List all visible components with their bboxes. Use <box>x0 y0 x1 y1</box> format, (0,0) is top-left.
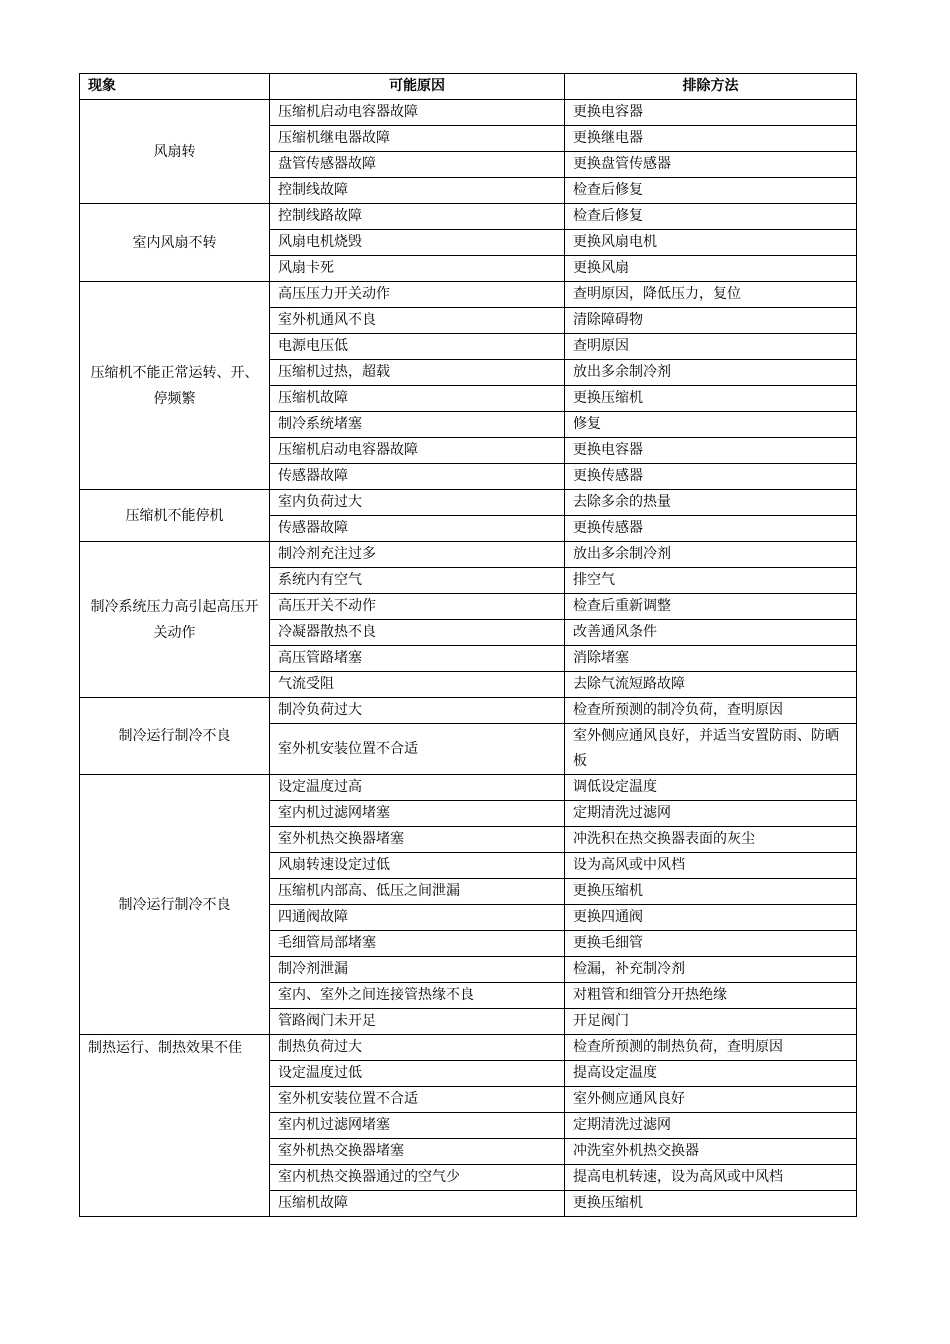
cause-cell: 风扇电机烧毁 <box>270 230 565 256</box>
symptom-cell: 制冷系统压力高引起高压开关动作 <box>80 542 270 698</box>
cause-cell: 室内负荷过大 <box>270 490 565 516</box>
cause-cell: 气流受阻 <box>270 672 565 698</box>
cause-cell: 四通阀故障 <box>270 905 565 931</box>
remedy-cell: 查明原因 <box>565 334 857 360</box>
cause-cell: 控制线路故障 <box>270 204 565 230</box>
cause-cell: 制冷剂泄漏 <box>270 957 565 983</box>
remedy-cell: 调低设定温度 <box>565 775 857 801</box>
cause-cell: 系统内有空气 <box>270 568 565 594</box>
troubleshooting-table <box>79 73 857 1217</box>
symptom-cell: 风扇转 <box>80 100 270 204</box>
header-row <box>80 74 857 100</box>
remedy-cell: 检查所预测的制热负荷，查明原因 <box>565 1035 857 1061</box>
remedy-cell: 去除气流短路故障 <box>565 672 857 698</box>
remedy-cell: 更换盘管传感器 <box>565 152 857 178</box>
cause-cell: 压缩机过热，超载 <box>270 360 565 386</box>
remedy-cell: 更换电容器 <box>565 100 857 126</box>
cause-cell: 室外机通风不良 <box>270 308 565 334</box>
table-row <box>80 490 857 516</box>
cause-cell: 盘管传感器故障 <box>270 152 565 178</box>
remedy-cell: 检漏，补充制冷剂 <box>565 957 857 983</box>
cause-cell: 高压管路堵塞 <box>270 646 565 672</box>
remedy-cell: 室外侧应通风良好 <box>565 1087 857 1113</box>
remedy-cell: 放出多余制冷剂 <box>565 542 857 568</box>
remedy-cell: 改善通风条件 <box>565 620 857 646</box>
table-body <box>80 100 857 1217</box>
cause-cell: 传感器故障 <box>270 516 565 542</box>
cause-cell: 室外机安装位置不合适 <box>270 724 565 775</box>
symptom-cell: 制冷运行制冷不良 <box>80 698 270 775</box>
symptom-cell: 压缩机不能停机 <box>80 490 270 542</box>
remedy-cell: 对粗管和细管分开热绝缘 <box>565 983 857 1009</box>
cause-cell: 风扇卡死 <box>270 256 565 282</box>
remedy-cell: 更换压缩机 <box>565 1191 857 1217</box>
cause-cell: 制冷剂充注过多 <box>270 542 565 568</box>
cause-cell: 室内机过滤网堵塞 <box>270 801 565 827</box>
remedy-cell: 更换毛细管 <box>565 931 857 957</box>
cause-cell: 传感器故障 <box>270 464 565 490</box>
cause-cell: 制热负荷过大 <box>270 1035 565 1061</box>
remedy-cell: 定期清洗过滤网 <box>565 801 857 827</box>
remedy-cell: 查明原因，降低压力，复位 <box>565 282 857 308</box>
cause-cell: 高压压力开关动作 <box>270 282 565 308</box>
table-row <box>80 698 857 724</box>
remedy-cell: 提高设定温度 <box>565 1061 857 1087</box>
cause-cell: 压缩机继电器故障 <box>270 126 565 152</box>
remedy-cell: 消除堵塞 <box>565 646 857 672</box>
cause-cell: 室内、室外之间连接管热缘不良 <box>270 983 565 1009</box>
cause-cell: 压缩机故障 <box>270 1191 565 1217</box>
remedy-cell: 冲洗室外机热交换器 <box>565 1139 857 1165</box>
remedy-cell: 更换风扇 <box>565 256 857 282</box>
remedy-cell: 检查后修复 <box>565 178 857 204</box>
table-row <box>80 775 857 801</box>
symptom-cell: 制冷运行制冷不良 <box>80 775 270 1035</box>
cause-cell: 室外机热交换器堵塞 <box>270 827 565 853</box>
remedy-cell: 去除多余的热量 <box>565 490 857 516</box>
cause-cell: 压缩机启动电容器故障 <box>270 100 565 126</box>
symptom-cell: 压缩机不能正常运转、开、停频繁 <box>80 282 270 490</box>
remedy-cell: 排空气 <box>565 568 857 594</box>
remedy-cell: 更换风扇电机 <box>565 230 857 256</box>
table-row <box>80 100 857 126</box>
remedy-cell: 更换电容器 <box>565 438 857 464</box>
remedy-cell: 提高电机转速，设为高风或中风档 <box>565 1165 857 1191</box>
cause-cell: 压缩机内部高、低压之间泄漏 <box>270 879 565 905</box>
cause-cell: 设定温度过高 <box>270 775 565 801</box>
header-cause: 可能原因 <box>270 74 565 100</box>
symptom-cell: 制热运行、制热效果不佳 <box>80 1035 270 1217</box>
remedy-cell: 更换四通阀 <box>565 905 857 931</box>
remedy-cell: 更换压缩机 <box>565 879 857 905</box>
cause-cell: 高压开关不动作 <box>270 594 565 620</box>
remedy-cell: 修复 <box>565 412 857 438</box>
cause-cell: 制冷负荷过大 <box>270 698 565 724</box>
remedy-cell: 设为高风或中风档 <box>565 853 857 879</box>
symptom-cell: 室内风扇不转 <box>80 204 270 282</box>
cause-cell: 室内机热交换器通过的空气少 <box>270 1165 565 1191</box>
cause-cell: 压缩机启动电容器故障 <box>270 438 565 464</box>
remedy-cell: 更换压缩机 <box>565 386 857 412</box>
remedy-cell: 冲洗积在热交换器表面的灰尘 <box>565 827 857 853</box>
cause-cell: 管路阀门未开足 <box>270 1009 565 1035</box>
remedy-cell: 开足阀门 <box>565 1009 857 1035</box>
remedy-cell: 清除障碍物 <box>565 308 857 334</box>
table-row <box>80 1035 857 1061</box>
cause-cell: 毛细管局部堵塞 <box>270 931 565 957</box>
remedy-cell: 检查后修复 <box>565 204 857 230</box>
cause-cell: 压缩机故障 <box>270 386 565 412</box>
cause-cell: 控制线故障 <box>270 178 565 204</box>
cause-cell: 室内机过滤网堵塞 <box>270 1113 565 1139</box>
remedy-cell: 室外侧应通风良好，并适当安置防雨、防晒板 <box>565 724 857 775</box>
cause-cell: 室外机安装位置不合适 <box>270 1087 565 1113</box>
remedy-cell: 更换传感器 <box>565 516 857 542</box>
table-row <box>80 204 857 230</box>
header-symptom: 现象 <box>80 74 270 100</box>
remedy-cell: 放出多余制冷剂 <box>565 360 857 386</box>
remedy-cell: 检查后重新调整 <box>565 594 857 620</box>
remedy-cell: 定期清洗过滤网 <box>565 1113 857 1139</box>
cause-cell: 制冷系统堵塞 <box>270 412 565 438</box>
cause-cell: 冷凝器散热不良 <box>270 620 565 646</box>
remedy-cell: 更换传感器 <box>565 464 857 490</box>
header-remedy: 排除方法 <box>565 74 857 100</box>
table-row <box>80 542 857 568</box>
cause-cell: 室外机热交换器堵塞 <box>270 1139 565 1165</box>
cause-cell: 风扇转速设定过低 <box>270 853 565 879</box>
remedy-cell: 检查所预测的制冷负荷，查明原因 <box>565 698 857 724</box>
table-header <box>80 74 857 100</box>
remedy-cell: 更换继电器 <box>565 126 857 152</box>
table-row <box>80 282 857 308</box>
cause-cell: 电源电压低 <box>270 334 565 360</box>
cause-cell: 设定温度过低 <box>270 1061 565 1087</box>
